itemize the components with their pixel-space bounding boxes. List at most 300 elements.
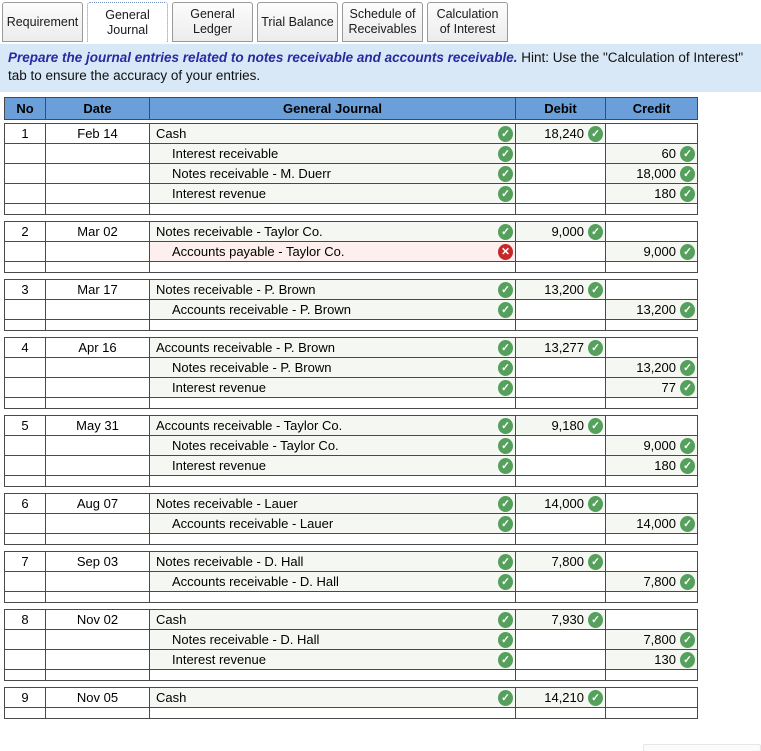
credit-cell[interactable] — [606, 552, 698, 572]
entry-date-cell — [46, 630, 150, 650]
credit-cell[interactable] — [606, 124, 698, 144]
journal-row — [5, 630, 698, 650]
account-title: Notes receivable - P. Brown — [172, 360, 332, 375]
account-title: Cash — [156, 690, 187, 705]
debit-cell[interactable] — [516, 456, 606, 476]
entry-no-cell — [5, 436, 46, 456]
debit-cell[interactable] — [516, 494, 606, 514]
empty-cell — [46, 476, 150, 487]
debit-cell[interactable] — [516, 416, 606, 436]
tab-bar — [2, 2, 761, 42]
entry-date-cell[interactable]: Aug 07 — [46, 494, 150, 514]
account-title: Notes receivable - D. Hall — [156, 554, 304, 569]
account-title: Accounts receivable - Lauer — [172, 516, 334, 531]
correct-check-icon: ✓ — [498, 612, 513, 628]
empty-cell — [516, 670, 606, 681]
journal-row — [5, 300, 698, 320]
empty-cell — [46, 708, 150, 719]
empty-cell — [516, 592, 606, 603]
debit-amount: 18,240 — [544, 126, 584, 141]
credit-cell[interactable] — [606, 650, 698, 670]
debit-cell[interactable] — [516, 514, 606, 534]
credit-cell[interactable] — [606, 280, 698, 300]
credit-cell[interactable] — [606, 416, 698, 436]
empty-cell — [606, 204, 698, 215]
entry-date-cell[interactable]: Nov 02 — [46, 610, 150, 630]
credit-cell[interactable] — [606, 300, 698, 320]
account-title-cell[interactable] — [150, 242, 516, 262]
credit-amount: 14,000 — [636, 516, 676, 531]
spacer-row — [5, 592, 698, 603]
correct-check-icon: ✓ — [588, 418, 603, 434]
journal-entry-7 — [4, 551, 698, 603]
journal-row — [5, 552, 698, 572]
debit-cell[interactable] — [516, 144, 606, 164]
empty-cell — [5, 592, 46, 603]
account-title: Interest revenue — [172, 380, 266, 395]
empty-cell — [606, 534, 698, 545]
entry-no-cell — [5, 144, 46, 164]
account-title: Interest revenue — [172, 458, 266, 473]
correct-check-icon: ✓ — [680, 186, 695, 202]
journal-row — [5, 416, 698, 436]
entry-date-cell[interactable]: Nov 05 — [46, 688, 150, 708]
tab-trial-balance[interactable] — [257, 2, 338, 42]
debit-cell[interactable] — [516, 358, 606, 378]
credit-amount: 7,800 — [643, 632, 676, 647]
journal-entry-5 — [4, 415, 698, 487]
empty-cell — [5, 204, 46, 215]
correct-check-icon: ✓ — [498, 360, 513, 376]
journal-entry-1 — [4, 123, 698, 215]
correct-check-icon: ✓ — [498, 302, 513, 318]
journal-header-table — [4, 97, 698, 120]
correct-check-icon: ✓ — [498, 632, 513, 648]
spacer-row — [5, 534, 698, 545]
correct-check-icon: ✓ — [680, 438, 695, 454]
account-title: Notes receivable - Lauer — [156, 496, 298, 511]
account-title: Accounts receivable - P. Brown — [172, 302, 351, 317]
credit-amount: 13,200 — [636, 360, 676, 375]
tab-label: General Journal — [105, 7, 150, 37]
correct-check-icon: ✓ — [680, 516, 695, 532]
journal-row — [5, 222, 698, 242]
account-title-cell[interactable] — [150, 300, 516, 320]
debit-cell[interactable] — [516, 300, 606, 320]
entry-date-cell[interactable]: Mar 02 — [46, 222, 150, 242]
credit-amount: 130 — [654, 652, 676, 667]
account-title-cell[interactable] — [150, 338, 516, 358]
debit-cell[interactable] — [516, 222, 606, 242]
journal-entry-9 — [4, 687, 698, 719]
tab-general-ledger[interactable] — [172, 2, 253, 42]
account-title-cell[interactable] — [150, 610, 516, 630]
entry-date-cell[interactable]: Apr 16 — [46, 338, 150, 358]
debit-amount: 13,200 — [544, 282, 584, 297]
correct-check-icon: ✓ — [498, 516, 513, 532]
incorrect-x-icon: ✕ — [498, 244, 513, 260]
correct-check-icon: ✓ — [680, 244, 695, 260]
instruction-emphasis: Prepare the journal entries related to notes receivable and accounts receivable. — [8, 50, 518, 65]
empty-cell — [5, 398, 46, 409]
journal-row — [5, 338, 698, 358]
credit-cell[interactable] — [606, 184, 698, 204]
correct-check-icon: ✓ — [680, 632, 695, 648]
debit-cell[interactable] — [516, 630, 606, 650]
correct-check-icon: ✓ — [498, 146, 513, 162]
account-title-cell[interactable] — [150, 222, 516, 242]
journal-entry-3 — [4, 279, 698, 331]
account-title-cell[interactable] — [150, 514, 516, 534]
credit-amount: 60 — [661, 146, 676, 161]
correct-check-icon: ✓ — [498, 554, 513, 570]
debit-cell[interactable] — [516, 242, 606, 262]
account-title-cell[interactable] — [150, 124, 516, 144]
correct-check-icon: ✓ — [588, 126, 603, 142]
account-title: Accounts receivable - P. Brown — [156, 340, 335, 355]
empty-cell — [516, 708, 606, 719]
correct-check-icon: ✓ — [588, 612, 603, 628]
journal-entry-6 — [4, 493, 698, 545]
empty-cell — [150, 398, 516, 409]
column-header-debit: Debit — [516, 98, 606, 120]
entry-no-cell: 9 — [5, 688, 46, 708]
correct-check-icon: ✓ — [498, 340, 513, 356]
empty-cell — [46, 534, 150, 545]
entry-date-cell — [46, 514, 150, 534]
empty-cell — [516, 320, 606, 331]
correct-check-icon: ✓ — [498, 458, 513, 474]
journal-row — [5, 144, 698, 164]
empty-cell — [5, 320, 46, 331]
debit-amount: 9,180 — [551, 418, 584, 433]
correct-check-icon: ✓ — [588, 224, 603, 240]
correct-check-icon: ✓ — [680, 458, 695, 474]
entry-no-cell — [5, 164, 46, 184]
entry-date-cell — [46, 650, 150, 670]
entry-date-cell — [46, 300, 150, 320]
empty-cell — [46, 262, 150, 273]
entry-no-cell — [5, 630, 46, 650]
empty-cell — [150, 670, 516, 681]
empty-cell — [150, 204, 516, 215]
empty-cell — [46, 204, 150, 215]
journal-row — [5, 164, 698, 184]
journal-row — [5, 688, 698, 708]
debit-cell[interactable] — [516, 338, 606, 358]
spacer-row — [5, 708, 698, 719]
tab-label: Schedule of Receivables — [348, 7, 417, 36]
debit-cell[interactable] — [516, 610, 606, 630]
entry-date-cell[interactable]: Mar 17 — [46, 280, 150, 300]
entry-no-cell: 8 — [5, 610, 46, 630]
correct-check-icon: ✓ — [680, 574, 695, 590]
empty-cell — [516, 398, 606, 409]
correct-check-icon: ✓ — [680, 302, 695, 318]
journal-row — [5, 494, 698, 514]
journal-row — [5, 358, 698, 378]
credit-cell[interactable] — [606, 456, 698, 476]
empty-cell — [150, 592, 516, 603]
journal-row — [5, 650, 698, 670]
account-title: Interest receivable — [172, 146, 279, 161]
entry-no-cell: 4 — [5, 338, 46, 358]
account-title-cell[interactable] — [150, 144, 516, 164]
account-title: Interest revenue — [172, 652, 266, 667]
account-title-cell[interactable] — [150, 436, 516, 456]
entry-no-cell: 3 — [5, 280, 46, 300]
empty-cell — [5, 670, 46, 681]
account-title: Notes receivable - D. Hall — [172, 632, 320, 647]
entry-date-cell — [46, 572, 150, 592]
account-title: Notes receivable - P. Brown — [156, 282, 316, 297]
credit-cell[interactable] — [606, 338, 698, 358]
debit-cell[interactable] — [516, 378, 606, 398]
entry-no-cell — [5, 358, 46, 378]
credit-cell[interactable] — [606, 514, 698, 534]
correct-check-icon: ✓ — [498, 224, 513, 240]
credit-cell[interactable] — [606, 242, 698, 262]
credit-cell[interactable] — [606, 610, 698, 630]
account-title-cell[interactable] — [150, 358, 516, 378]
journal-row — [5, 242, 698, 262]
correct-check-icon: ✓ — [680, 360, 695, 376]
account-title-cell[interactable] — [150, 164, 516, 184]
debit-amount: 7,930 — [551, 612, 584, 627]
correct-check-icon: ✓ — [498, 438, 513, 454]
entry-date-cell — [46, 184, 150, 204]
journal-entries — [4, 123, 699, 719]
general-journal-view — [4, 97, 699, 742]
spacer-row — [5, 476, 698, 487]
journal-row — [5, 456, 698, 476]
entry-date-cell — [46, 242, 150, 262]
instruction-banner — [0, 44, 761, 92]
empty-cell — [150, 262, 516, 273]
journal-row — [5, 280, 698, 300]
entry-date-cell — [46, 436, 150, 456]
correct-check-icon: ✓ — [498, 574, 513, 590]
debit-cell[interactable] — [516, 124, 606, 144]
spacer-row — [5, 320, 698, 331]
credit-cell[interactable] — [606, 572, 698, 592]
account-title: Accounts receivable - D. Hall — [172, 574, 339, 589]
journal-row — [5, 572, 698, 592]
tab-label: Calculation of Interest — [436, 7, 499, 36]
entry-date-cell — [46, 144, 150, 164]
correct-check-icon: ✓ — [498, 418, 513, 434]
account-title-cell[interactable] — [150, 552, 516, 572]
account-title: Accounts payable - Taylor Co. — [172, 244, 345, 259]
journal-entry-2 — [4, 221, 698, 273]
tab-schedule-of-receivables[interactable] — [342, 2, 423, 42]
empty-cell — [516, 204, 606, 215]
credit-amount: 180 — [654, 458, 676, 473]
debit-amount: 14,210 — [544, 690, 584, 705]
correct-check-icon: ✓ — [588, 554, 603, 570]
empty-cell — [46, 320, 150, 331]
credit-cell[interactable] — [606, 494, 698, 514]
empty-cell — [150, 534, 516, 545]
entry-no-cell: 1 — [5, 124, 46, 144]
tab-label: General Ledger — [190, 7, 235, 36]
debit-cell[interactable] — [516, 164, 606, 184]
correct-check-icon: ✓ — [498, 166, 513, 182]
credit-cell[interactable] — [606, 164, 698, 184]
empty-cell — [516, 534, 606, 545]
credit-cell[interactable] — [606, 630, 698, 650]
debit-cell[interactable] — [516, 552, 606, 572]
journal-entry-4 — [4, 337, 698, 409]
tab-label: Requirement — [6, 14, 79, 29]
debit-amount: 9,000 — [551, 224, 584, 239]
empty-cell — [150, 476, 516, 487]
credit-cell[interactable] — [606, 222, 698, 242]
tab-requirement[interactable] — [2, 2, 83, 42]
account-title-cell[interactable] — [150, 650, 516, 670]
empty-cell — [5, 534, 46, 545]
journal-row — [5, 184, 698, 204]
empty-cell — [46, 592, 150, 603]
account-title: Notes receivable - M. Duerr — [172, 166, 331, 181]
entry-no-cell: 2 — [5, 222, 46, 242]
credit-amount: 9,000 — [643, 438, 676, 453]
correct-check-icon: ✓ — [498, 690, 513, 706]
empty-cell — [46, 670, 150, 681]
account-title-cell[interactable] — [150, 416, 516, 436]
entry-no-cell — [5, 378, 46, 398]
journal-entry-8 — [4, 609, 698, 681]
empty-cell — [5, 262, 46, 273]
debit-cell[interactable] — [516, 280, 606, 300]
empty-cell — [606, 398, 698, 409]
journal-row — [5, 124, 698, 144]
empty-cell — [606, 708, 698, 719]
entry-no-cell — [5, 456, 46, 476]
credit-amount: 13,200 — [636, 302, 676, 317]
debit-cell[interactable] — [516, 436, 606, 456]
empty-cell — [5, 708, 46, 719]
correct-check-icon: ✓ — [588, 690, 603, 706]
debit-cell[interactable] — [516, 572, 606, 592]
credit-amount: 18,000 — [636, 166, 676, 181]
debit-cell[interactable] — [516, 184, 606, 204]
correct-check-icon: ✓ — [588, 340, 603, 356]
entry-no-cell: 5 — [5, 416, 46, 436]
debit-amount: 14,000 — [544, 496, 584, 511]
spacer-row — [5, 670, 698, 681]
entry-date-cell[interactable]: May 31 — [46, 416, 150, 436]
spacer-row — [5, 204, 698, 215]
account-title: Notes receivable - Taylor Co. — [156, 224, 323, 239]
column-header-general-journal: General Journal — [150, 98, 516, 120]
entry-date-cell — [46, 456, 150, 476]
tab-general-journal[interactable] — [87, 2, 168, 42]
empty-cell — [606, 476, 698, 487]
correct-check-icon: ✓ — [498, 126, 513, 142]
credit-amount: 180 — [654, 186, 676, 201]
correct-check-icon: ✓ — [498, 282, 513, 298]
credit-cell[interactable] — [606, 436, 698, 456]
account-title-cell[interactable] — [150, 630, 516, 650]
column-header-no: No — [5, 98, 46, 120]
entry-no-cell — [5, 650, 46, 670]
account-title-cell[interactable] — [150, 494, 516, 514]
credit-cell[interactable] — [606, 144, 698, 164]
account-title-cell[interactable] — [150, 280, 516, 300]
column-header-credit: Credit — [606, 98, 698, 120]
empty-cell — [150, 708, 516, 719]
entry-date-cell[interactable]: Feb 14 — [46, 124, 150, 144]
journal-row — [5, 514, 698, 534]
instruction-hint: Hint: Use the "Calculation of Interest" tab to ensure the accuracy of your entries. — [8, 50, 744, 83]
credit-amount: 7,800 — [643, 574, 676, 589]
debit-amount: 7,800 — [551, 554, 584, 569]
empty-cell — [150, 320, 516, 331]
entry-date-cell[interactable]: Sep 03 — [46, 552, 150, 572]
entry-no-cell: 6 — [5, 494, 46, 514]
entry-no-cell — [5, 184, 46, 204]
empty-cell — [606, 320, 698, 331]
account-title: Cash — [156, 612, 187, 627]
account-title-cell[interactable] — [150, 456, 516, 476]
entry-date-cell — [46, 358, 150, 378]
correct-check-icon: ✓ — [498, 652, 513, 668]
credit-cell[interactable] — [606, 688, 698, 708]
debit-amount: 13,277 — [544, 340, 584, 355]
account-title-cell[interactable] — [150, 572, 516, 592]
debit-cell[interactable] — [516, 688, 606, 708]
entry-no-cell — [5, 514, 46, 534]
column-header-date: Date — [46, 98, 150, 120]
account-title-cell[interactable] — [150, 378, 516, 398]
journal-row — [5, 610, 698, 630]
journal-row — [5, 378, 698, 398]
spacer-row — [5, 398, 698, 409]
account-title: Cash — [156, 126, 187, 141]
correct-check-icon: ✓ — [588, 282, 603, 298]
empty-cell — [46, 398, 150, 409]
entry-no-cell — [5, 242, 46, 262]
empty-cell — [516, 262, 606, 273]
account-title-cell[interactable] — [150, 688, 516, 708]
correct-check-icon: ✓ — [680, 146, 695, 162]
empty-cell — [606, 670, 698, 681]
tab-label: Trial Balance — [261, 14, 334, 29]
empty-cell — [516, 476, 606, 487]
empty-cell — [5, 476, 46, 487]
tab-calculation-of-interest[interactable] — [427, 2, 508, 42]
empty-cell — [606, 592, 698, 603]
credit-cell[interactable] — [606, 378, 698, 398]
credit-amount: 9,000 — [643, 244, 676, 259]
credit-amount: 77 — [661, 380, 676, 395]
debit-cell[interactable] — [516, 650, 606, 670]
spacer-row — [5, 262, 698, 273]
entry-no-cell — [5, 572, 46, 592]
journal-row — [5, 436, 698, 456]
entry-date-cell — [46, 378, 150, 398]
horizontal-scrollbar[interactable] — [643, 744, 761, 751]
correct-check-icon: ✓ — [680, 652, 695, 668]
account-title-cell[interactable] — [150, 184, 516, 204]
correct-check-icon: ✓ — [498, 186, 513, 202]
empty-cell — [606, 262, 698, 273]
entry-no-cell: 7 — [5, 552, 46, 572]
credit-cell[interactable] — [606, 358, 698, 378]
account-title: Interest revenue — [172, 186, 266, 201]
journal-header-row — [5, 98, 698, 120]
